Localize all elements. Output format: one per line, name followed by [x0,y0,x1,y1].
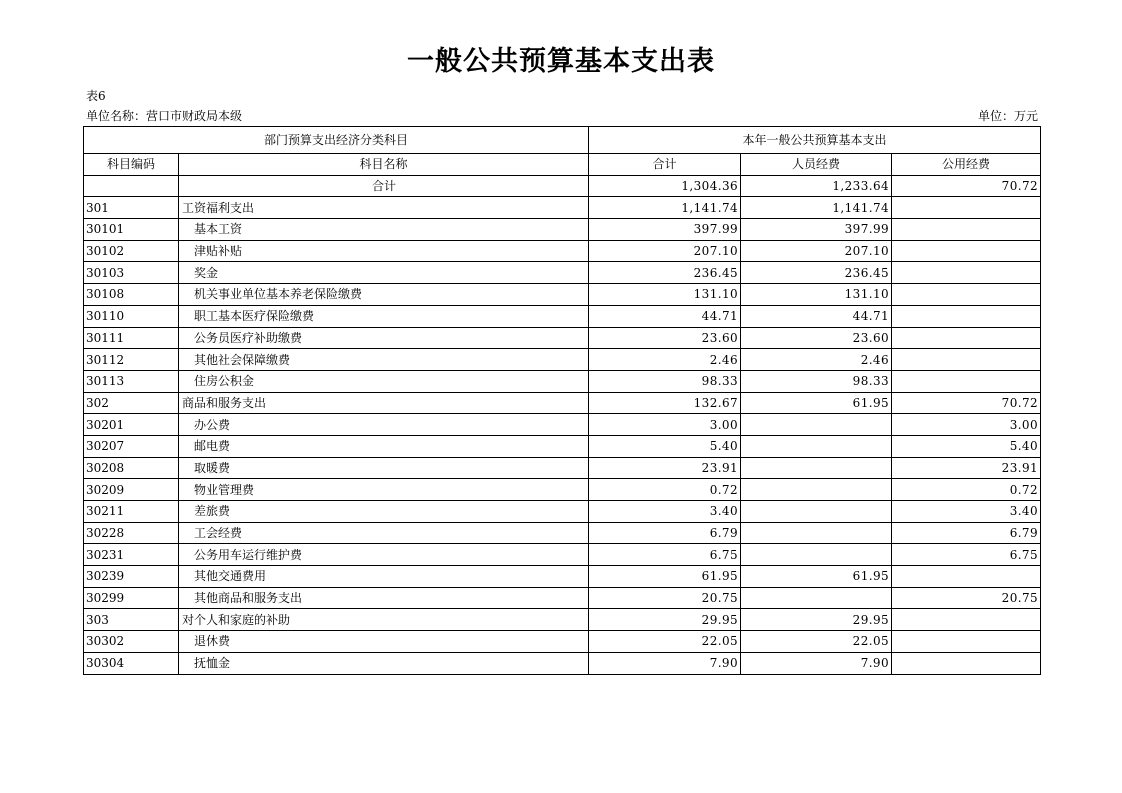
cell-code: 30231 [84,544,179,566]
cell-public: 70.72 [892,392,1041,414]
cell-public: 20.75 [892,587,1041,609]
cell-name: 物业管理费 [179,479,589,501]
cell-code: 30304 [84,652,179,674]
table-body [84,175,1041,674]
cell-name: 公务用车运行维护费 [179,544,589,566]
table-row [84,501,1041,523]
cell-public: 70.72 [892,175,1041,197]
table-row [84,522,1041,544]
cell-public: 6.79 [892,522,1041,544]
table-number: 表6 [86,89,106,103]
cell-public: 6.75 [892,544,1041,566]
cell-code: 302 [84,392,179,414]
cell-total: 20.75 [589,587,741,609]
cell-name: 抚恤金 [179,652,589,674]
cell-code: 30110 [84,305,179,327]
table-row [84,457,1041,479]
cell-personnel: 23.60 [741,327,892,349]
cell-personnel: 1,233.64 [741,175,892,197]
cell-public [892,327,1041,349]
cell-name: 其他交通费用 [179,566,589,588]
cell-code: 30111 [84,327,179,349]
cell-personnel: 1,141.74 [741,197,892,219]
group-header-economic-classification: 部门预算支出经济分类科目 [84,127,589,154]
cell-public [892,219,1041,241]
cell-public: 3.00 [892,414,1041,436]
cell-personnel: 29.95 [741,609,892,631]
table-row [84,392,1041,414]
cell-total: 44.71 [589,305,741,327]
cell-personnel [741,414,892,436]
cell-name: 办公费 [179,414,589,436]
cell-total: 98.33 [589,370,741,392]
cell-name: 工资福利支出 [179,197,589,219]
cell-name: 商品和服务支出 [179,392,589,414]
cell-personnel [741,587,892,609]
cell-total: 7.90 [589,652,741,674]
cell-name: 合计 [179,175,589,197]
cell-name: 退休费 [179,631,589,653]
table-row [84,566,1041,588]
table-row [84,349,1041,371]
cell-public [892,349,1041,371]
cell-total: 3.00 [589,414,741,436]
cell-personnel: 397.99 [741,219,892,241]
table-row [84,305,1041,327]
cell-personnel [741,435,892,457]
budget-table [83,126,1041,675]
cell-personnel: 61.95 [741,566,892,588]
unit-label: 单位：万元 [977,109,1038,123]
table-row [84,587,1041,609]
table-row [84,609,1041,631]
cell-code: 30113 [84,370,179,392]
cell-name: 基本工资 [179,219,589,241]
cell-public: 3.40 [892,501,1041,523]
cell-total: 6.75 [589,544,741,566]
cell-code: 30207 [84,435,179,457]
cell-personnel: 207.10 [741,240,892,262]
cell-personnel [741,479,892,501]
cell-total: 207.10 [589,240,741,262]
total-row [84,175,1041,197]
table-row [84,435,1041,457]
cell-name: 津贴补贴 [179,240,589,262]
table-row [84,240,1041,262]
cell-code: 30208 [84,457,179,479]
table-row [84,197,1041,219]
cell-total: 0.72 [589,479,741,501]
cell-code: 30239 [84,566,179,588]
cell-total: 2.46 [589,349,741,371]
document-title: 一般公共预算基本支出表 [407,46,715,77]
cell-total: 131.10 [589,284,741,306]
table-row [84,652,1041,674]
cell-personnel [741,501,892,523]
cell-public [892,609,1041,631]
cell-name: 其他商品和服务支出 [179,587,589,609]
cell-name: 奖金 [179,262,589,284]
cell-personnel: 61.95 [741,392,892,414]
cell-name: 工会经费 [179,522,589,544]
cell-name: 差旅费 [179,501,589,523]
table-row [84,284,1041,306]
cell-public [892,370,1041,392]
cell-personnel: 236.45 [741,262,892,284]
cell-total: 23.60 [589,327,741,349]
cell-total: 1,304.36 [589,175,741,197]
group-header-row [84,127,1041,154]
cell-code [84,175,179,197]
cell-personnel [741,544,892,566]
table-row [84,370,1041,392]
cell-total: 22.05 [589,631,741,653]
cell-name: 机关事业单位基本养老保险缴费 [179,284,589,306]
cell-code: 30102 [84,240,179,262]
cell-code: 30299 [84,587,179,609]
cell-public [892,240,1041,262]
cell-total: 61.95 [589,566,741,588]
cell-total: 29.95 [589,609,741,631]
cell-public: 5.40 [892,435,1041,457]
cell-personnel [741,457,892,479]
cell-code: 301 [84,197,179,219]
unit-name: 单位名称：营口市财政局本级 [86,109,243,123]
table-row [84,479,1041,501]
cell-public [892,305,1041,327]
table-row [84,219,1041,241]
cell-total: 6.79 [589,522,741,544]
cell-code: 303 [84,609,179,631]
cell-name: 公务员医疗补助缴费 [179,327,589,349]
cell-code: 30209 [84,479,179,501]
cell-code: 30101 [84,219,179,241]
cell-personnel: 131.10 [741,284,892,306]
cell-code: 30302 [84,631,179,653]
cell-public [892,284,1041,306]
cell-total: 23.91 [589,457,741,479]
table-row [84,544,1041,566]
column-header-personnel: 人员经费 [741,154,892,176]
table-row [84,631,1041,653]
cell-name: 对个人和家庭的补助 [179,609,589,631]
cell-total: 236.45 [589,262,741,284]
column-header-row [84,154,1041,176]
cell-total: 397.99 [589,219,741,241]
column-header-total: 合计 [589,154,741,176]
cell-code: 30103 [84,262,179,284]
cell-personnel: 44.71 [741,305,892,327]
cell-personnel: 2.46 [741,349,892,371]
cell-code: 30228 [84,522,179,544]
table-row [84,327,1041,349]
cell-total: 3.40 [589,501,741,523]
table-header [84,127,1041,176]
cell-name: 职工基本医疗保险缴费 [179,305,589,327]
cell-total: 1,141.74 [589,197,741,219]
cell-public [892,566,1041,588]
table-row [84,262,1041,284]
cell-total: 5.40 [589,435,741,457]
cell-name: 取暖费 [179,457,589,479]
column-header-public: 公用经费 [892,154,1041,176]
cell-personnel: 98.33 [741,370,892,392]
cell-public [892,197,1041,219]
cell-code: 30108 [84,284,179,306]
table-row [84,414,1041,436]
cell-code: 30112 [84,349,179,371]
cell-name: 其他社会保障缴费 [179,349,589,371]
cell-public [892,631,1041,653]
cell-code: 30201 [84,414,179,436]
cell-public [892,652,1041,674]
cell-personnel: 7.90 [741,652,892,674]
cell-personnel [741,522,892,544]
cell-name: 邮电费 [179,435,589,457]
cell-name: 住房公积金 [179,370,589,392]
cell-personnel: 22.05 [741,631,892,653]
cell-total: 132.67 [589,392,741,414]
cell-code: 30211 [84,501,179,523]
cell-public: 0.72 [892,479,1041,501]
column-header-name: 科目名称 [179,154,589,176]
column-header-code: 科目编码 [84,154,179,176]
cell-public: 23.91 [892,457,1041,479]
group-header-basic-expenditure: 本年一般公共预算基本支出 [589,127,1041,154]
cell-public [892,262,1041,284]
